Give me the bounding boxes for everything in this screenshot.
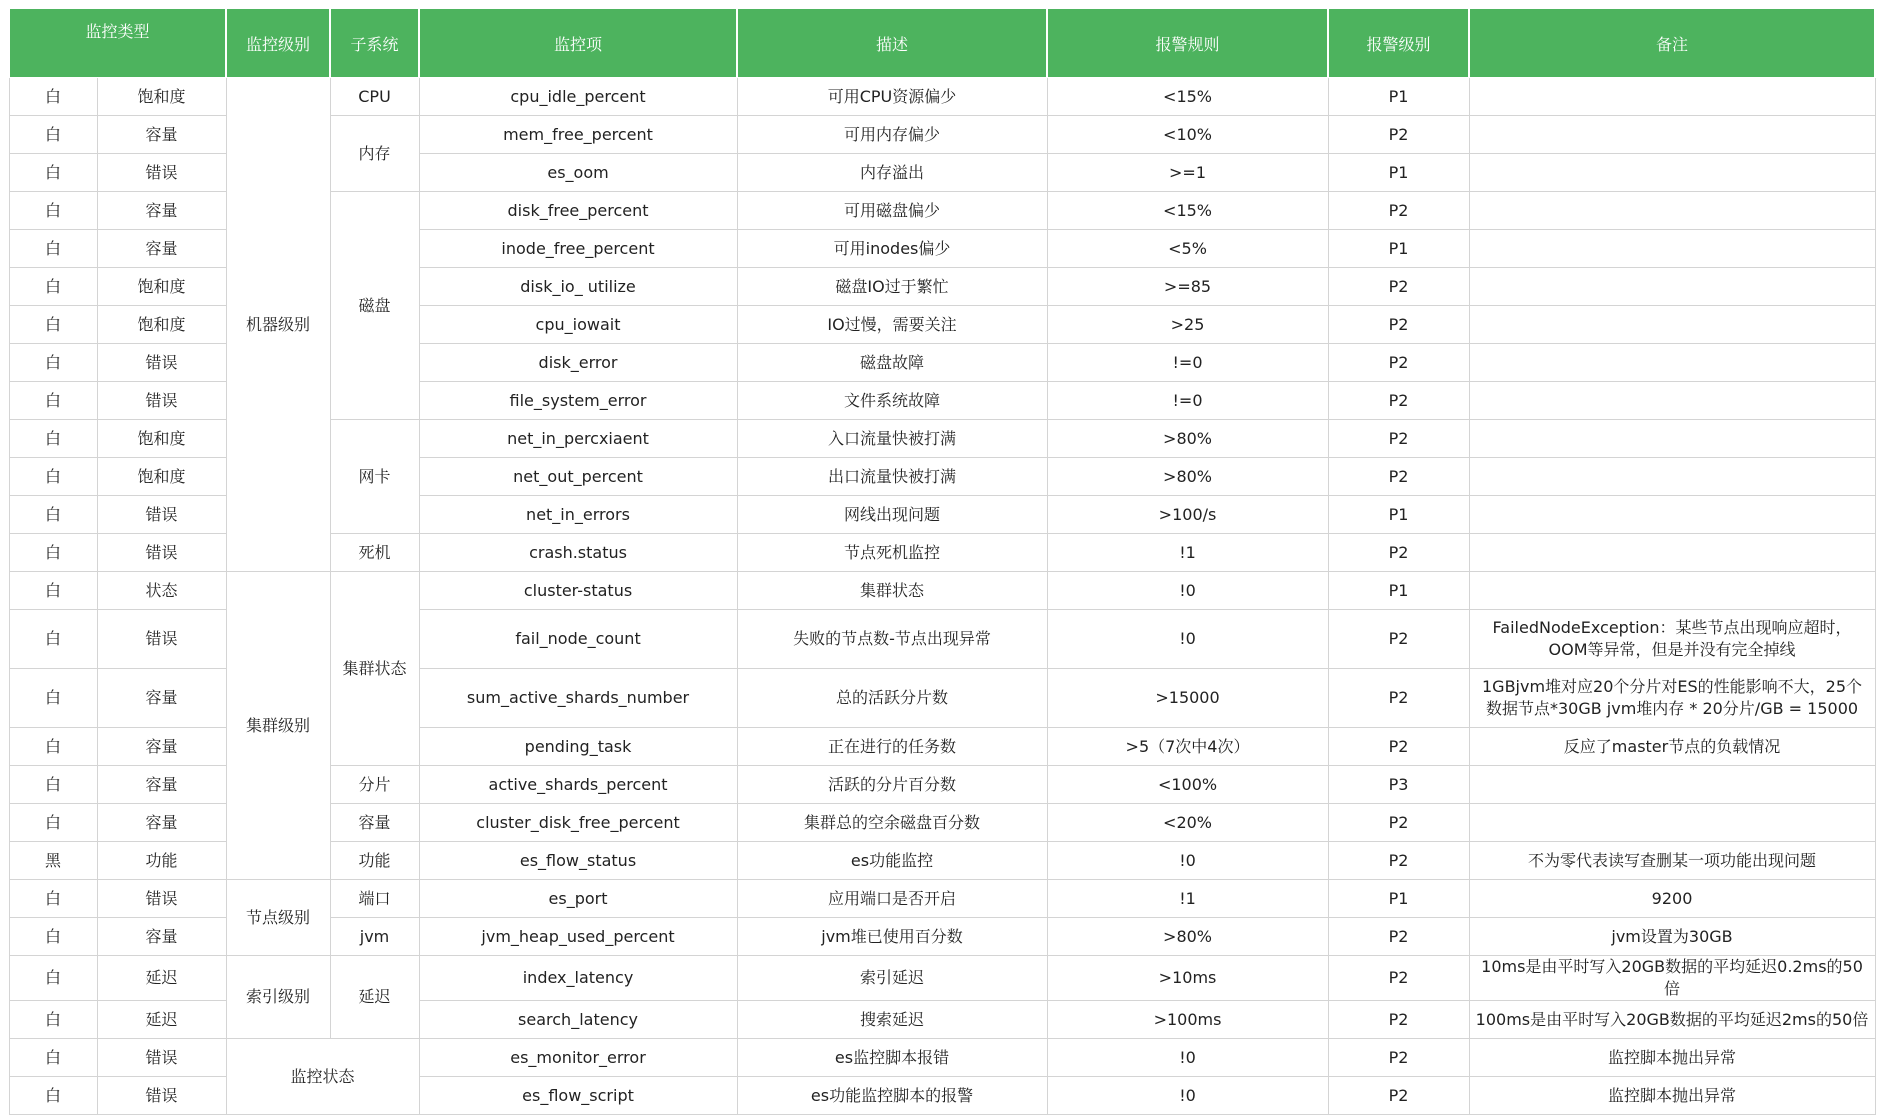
cell-item: es_monitor_error: [419, 1039, 737, 1077]
cell-alarm: P2: [1328, 728, 1469, 766]
cell-rule: !0: [1047, 1077, 1328, 1115]
cell-item: cluster_disk_free_percent: [419, 804, 737, 842]
table-row: [9, 880, 1875, 918]
cell-note: [1469, 116, 1875, 154]
cell-rule: >100/s: [1047, 496, 1328, 534]
cell-metric-kind: 容量: [97, 669, 226, 728]
cell-subsystem-function: 功能: [330, 842, 419, 880]
cell-level-index: 索引级别: [226, 956, 330, 1039]
cell-metric-kind: 延迟: [97, 1001, 226, 1039]
cell-metric-kind: 错误: [97, 610, 226, 669]
cell-alarm: P1: [1328, 572, 1469, 610]
cell-box-type: 白: [9, 766, 97, 804]
cell-item: es_oom: [419, 154, 737, 192]
cell-metric-kind: 错误: [97, 154, 226, 192]
table-row: [9, 78, 1875, 116]
cell-note: [1469, 534, 1875, 572]
cell-box-type: 白: [9, 804, 97, 842]
cell-rule: >80%: [1047, 420, 1328, 458]
cell-rule: >80%: [1047, 458, 1328, 496]
cell-note: jvm设置为30GB: [1469, 918, 1875, 956]
cell-subsystem-cpu: CPU: [330, 78, 419, 116]
cell-box-type: 白: [9, 918, 97, 956]
cell-note: [1469, 496, 1875, 534]
cell-metric-kind: 容量: [97, 116, 226, 154]
cell-item: disk_free_percent: [419, 192, 737, 230]
cell-note: [1469, 78, 1875, 116]
cell-item: pending_task: [419, 728, 737, 766]
cell-item: cpu_idle_percent: [419, 78, 737, 116]
cell-item: mem_free_percent: [419, 116, 737, 154]
cell-note: 100ms是由平时写入20GB数据的平均延迟2ms的50倍: [1469, 1001, 1875, 1039]
cell-metric-kind: 错误: [97, 382, 226, 420]
cell-item: index_latency: [419, 956, 737, 1001]
cell-box-type: 黑: [9, 842, 97, 880]
header-monitor-level: 监控级别: [226, 9, 330, 78]
cell-rule: !0: [1047, 572, 1328, 610]
cell-metric-kind: 饱和度: [97, 268, 226, 306]
cell-note: FailedNodeException：某些节点出现响应超时，OOM等异常，但是并没有完全掉线: [1469, 610, 1875, 669]
cell-desc: 集群总的空余磁盘百分数: [737, 804, 1047, 842]
cell-rule: <15%: [1047, 78, 1328, 116]
cell-alarm: P2: [1328, 192, 1469, 230]
cell-desc: jvm堆已使用百分数: [737, 918, 1047, 956]
header-alert-level: 报警级别: [1328, 9, 1469, 78]
cell-metric-kind: 饱和度: [97, 458, 226, 496]
cell-subsystem-nic: 网卡: [330, 420, 419, 534]
header-subsystem: 子系统: [330, 9, 419, 78]
cell-item: fail_node_count: [419, 610, 737, 669]
cell-alarm: P2: [1328, 956, 1469, 1001]
cell-rule: >15000: [1047, 669, 1328, 728]
table-row: [9, 956, 1875, 1001]
cell-item: net_out_percent: [419, 458, 737, 496]
cell-rule: >=85: [1047, 268, 1328, 306]
cell-desc: 可用磁盘偏少: [737, 192, 1047, 230]
header-note: 备注: [1469, 9, 1875, 78]
cell-desc: 节点死机监控: [737, 534, 1047, 572]
cell-rule: <10%: [1047, 116, 1328, 154]
cell-note: [1469, 458, 1875, 496]
cell-box-type: 白: [9, 610, 97, 669]
cell-box-type: 白: [9, 382, 97, 420]
cell-box-type: 白: [9, 192, 97, 230]
cell-metric-kind: 容量: [97, 804, 226, 842]
table-row: [9, 1039, 1875, 1077]
cell-rule: >=1: [1047, 154, 1328, 192]
cell-desc: 搜索延迟: [737, 1001, 1047, 1039]
cell-note: [1469, 344, 1875, 382]
cell-rule: >100ms: [1047, 1001, 1328, 1039]
cell-subsystem-jvm: jvm: [330, 918, 419, 956]
cell-alarm: P2: [1328, 116, 1469, 154]
cell-metric-kind: 饱和度: [97, 306, 226, 344]
cell-alarm: P2: [1328, 842, 1469, 880]
cell-desc: 索引延迟: [737, 956, 1047, 1001]
cell-desc: 可用CPU资源偏少: [737, 78, 1047, 116]
cell-note: 9200: [1469, 880, 1875, 918]
header-alert-rule: 报警规则: [1047, 9, 1328, 78]
cell-note: [1469, 420, 1875, 458]
cell-level-monitor-status: 监控状态: [226, 1039, 419, 1115]
cell-metric-kind: 容量: [97, 766, 226, 804]
cell-box-type: 白: [9, 669, 97, 728]
header-monitor-item: 监控项: [419, 9, 737, 78]
cell-note: 监控脚本抛出异常: [1469, 1039, 1875, 1077]
cell-subsystem-memory: 内存: [330, 116, 419, 192]
cell-desc: 失败的节点数-节点出现异常: [737, 610, 1047, 669]
cell-desc: 可用内存偏少: [737, 116, 1047, 154]
cell-rule: !1: [1047, 880, 1328, 918]
cell-subsystem-capacity: 容量: [330, 804, 419, 842]
cell-box-type: 白: [9, 306, 97, 344]
cell-metric-kind: 容量: [97, 728, 226, 766]
cell-box-type: 白: [9, 344, 97, 382]
cell-item: cluster-status: [419, 572, 737, 610]
cell-box-type: 白: [9, 1077, 97, 1115]
cell-item: disk_error: [419, 344, 737, 382]
cell-alarm: P1: [1328, 230, 1469, 268]
cell-alarm: P1: [1328, 880, 1469, 918]
cell-subsystem-latency: 延迟: [330, 956, 419, 1039]
cell-desc: es功能监控: [737, 842, 1047, 880]
table-row: [9, 572, 1875, 610]
cell-item: es_port: [419, 880, 737, 918]
cell-metric-kind: 容量: [97, 918, 226, 956]
cell-note: [1469, 766, 1875, 804]
cell-item: cpu_iowait: [419, 306, 737, 344]
cell-desc: es功能监控脚本的报警: [737, 1077, 1047, 1115]
cell-item: file_system_error: [419, 382, 737, 420]
cell-level-machine: 机器级别: [226, 78, 330, 572]
cell-rule: <15%: [1047, 192, 1328, 230]
cell-alarm: P2: [1328, 344, 1469, 382]
cell-rule: <100%: [1047, 766, 1328, 804]
header-monitor-type: 监控类型: [9, 9, 226, 78]
cell-item: sum_active_shards_number: [419, 669, 737, 728]
cell-metric-kind: 饱和度: [97, 78, 226, 116]
cell-subsystem-cluster-status: 集群状态: [330, 572, 419, 766]
cell-metric-kind: 容量: [97, 230, 226, 268]
cell-level-node: 节点级别: [226, 880, 330, 956]
cell-box-type: 白: [9, 78, 97, 116]
cell-note: [1469, 230, 1875, 268]
cell-note: [1469, 192, 1875, 230]
cell-note: [1469, 572, 1875, 610]
cell-subsystem-shard: 分片: [330, 766, 419, 804]
cell-metric-kind: 容量: [97, 192, 226, 230]
cell-box-type: 白: [9, 458, 97, 496]
cell-rule: !0: [1047, 610, 1328, 669]
cell-item: disk_io_ utilize: [419, 268, 737, 306]
cell-desc: 磁盘IO过于繁忙: [737, 268, 1047, 306]
cell-note: 10ms是由平时写入20GB数据的平均延迟0.2ms的50倍: [1469, 956, 1875, 1001]
cell-subsystem-port: 端口: [330, 880, 419, 918]
cell-rule: !1: [1047, 534, 1328, 572]
cell-note: 不为零代表读写查删某一项功能出现问题: [1469, 842, 1875, 880]
cell-metric-kind: 状态: [97, 572, 226, 610]
cell-note: 监控脚本抛出异常: [1469, 1077, 1875, 1115]
cell-item: jvm_heap_used_percent: [419, 918, 737, 956]
cell-rule: >10ms: [1047, 956, 1328, 1001]
cell-rule: >5（7次中4次）: [1047, 728, 1328, 766]
cell-metric-kind: 饱和度: [97, 420, 226, 458]
cell-desc: 正在进行的任务数: [737, 728, 1047, 766]
cell-box-type: 白: [9, 534, 97, 572]
cell-desc: 出口流量快被打满: [737, 458, 1047, 496]
cell-desc: 网线出现问题: [737, 496, 1047, 534]
cell-desc: es监控脚本报错: [737, 1039, 1047, 1077]
cell-alarm: P2: [1328, 1039, 1469, 1077]
cell-item: net_in_errors: [419, 496, 737, 534]
cell-box-type: 白: [9, 880, 97, 918]
cell-item: crash.status: [419, 534, 737, 572]
cell-box-type: 白: [9, 572, 97, 610]
cell-rule: !0: [1047, 1039, 1328, 1077]
cell-desc: 文件系统故障: [737, 382, 1047, 420]
cell-desc: 总的活跃分片数: [737, 669, 1047, 728]
cell-desc: 活跃的分片百分数: [737, 766, 1047, 804]
cell-note: [1469, 804, 1875, 842]
table-header-row: [9, 9, 1875, 78]
cell-metric-kind: 错误: [97, 496, 226, 534]
cell-desc: 入口流量快被打满: [737, 420, 1047, 458]
cell-note: [1469, 306, 1875, 344]
cell-subsystem-crash: 死机: [330, 534, 419, 572]
cell-rule: !=0: [1047, 344, 1328, 382]
cell-alarm: P2: [1328, 268, 1469, 306]
cell-box-type: 白: [9, 420, 97, 458]
cell-desc: 应用端口是否开启: [737, 880, 1047, 918]
cell-metric-kind: 功能: [97, 842, 226, 880]
cell-box-type: 白: [9, 1039, 97, 1077]
cell-box-type: 白: [9, 1001, 97, 1039]
monitoring-table: [8, 8, 1876, 1115]
header-description: 描述: [737, 9, 1047, 78]
cell-box-type: 白: [9, 956, 97, 1001]
cell-item: es_flow_script: [419, 1077, 737, 1115]
cell-metric-kind: 错误: [97, 534, 226, 572]
cell-alarm: P2: [1328, 610, 1469, 669]
cell-alarm: P2: [1328, 420, 1469, 458]
cell-item: inode_free_percent: [419, 230, 737, 268]
cell-item: net_in_percxiaent: [419, 420, 737, 458]
cell-box-type: 白: [9, 496, 97, 534]
cell-alarm: P1: [1328, 78, 1469, 116]
cell-alarm: P2: [1328, 306, 1469, 344]
cell-note: [1469, 268, 1875, 306]
monitoring-table-container: [8, 8, 1876, 1115]
cell-rule: <5%: [1047, 230, 1328, 268]
cell-alarm: P2: [1328, 918, 1469, 956]
cell-alarm: P2: [1328, 804, 1469, 842]
cell-note: [1469, 382, 1875, 420]
cell-desc: IO过慢，需要关注: [737, 306, 1047, 344]
cell-alarm: P2: [1328, 1001, 1469, 1039]
cell-alarm: P3: [1328, 766, 1469, 804]
cell-item: search_latency: [419, 1001, 737, 1039]
cell-rule: <20%: [1047, 804, 1328, 842]
cell-rule: >80%: [1047, 918, 1328, 956]
cell-box-type: 白: [9, 154, 97, 192]
cell-box-type: 白: [9, 116, 97, 154]
cell-alarm: P1: [1328, 154, 1469, 192]
cell-alarm: P2: [1328, 1077, 1469, 1115]
cell-rule: !=0: [1047, 382, 1328, 420]
cell-desc: 内存溢出: [737, 154, 1047, 192]
cell-rule: !0: [1047, 842, 1328, 880]
cell-alarm: P2: [1328, 534, 1469, 572]
cell-alarm: P2: [1328, 458, 1469, 496]
cell-box-type: 白: [9, 728, 97, 766]
cell-alarm: P1: [1328, 496, 1469, 534]
cell-box-type: 白: [9, 230, 97, 268]
cell-metric-kind: 错误: [97, 344, 226, 382]
cell-alarm: P2: [1328, 382, 1469, 420]
cell-metric-kind: 延迟: [97, 956, 226, 1001]
cell-note: 1GBjvm堆对应20个分片对ES的性能影响不大，25个数据节点*30GB jvm堆内存 * 20分片/GB = 15000: [1469, 669, 1875, 728]
cell-metric-kind: 错误: [97, 1039, 226, 1077]
cell-level-cluster: 集群级别: [226, 572, 330, 880]
cell-desc: 集群状态: [737, 572, 1047, 610]
cell-box-type: 白: [9, 268, 97, 306]
cell-metric-kind: 错误: [97, 1077, 226, 1115]
cell-note: [1469, 154, 1875, 192]
cell-note: 反应了master节点的负载情况: [1469, 728, 1875, 766]
cell-subsystem-disk: 磁盘: [330, 192, 419, 420]
cell-rule: >25: [1047, 306, 1328, 344]
cell-metric-kind: 错误: [97, 880, 226, 918]
cell-item: es_flow_status: [419, 842, 737, 880]
cell-desc: 可用inodes偏少: [737, 230, 1047, 268]
cell-desc: 磁盘故障: [737, 344, 1047, 382]
cell-alarm: P2: [1328, 669, 1469, 728]
cell-item: active_shards_percent: [419, 766, 737, 804]
